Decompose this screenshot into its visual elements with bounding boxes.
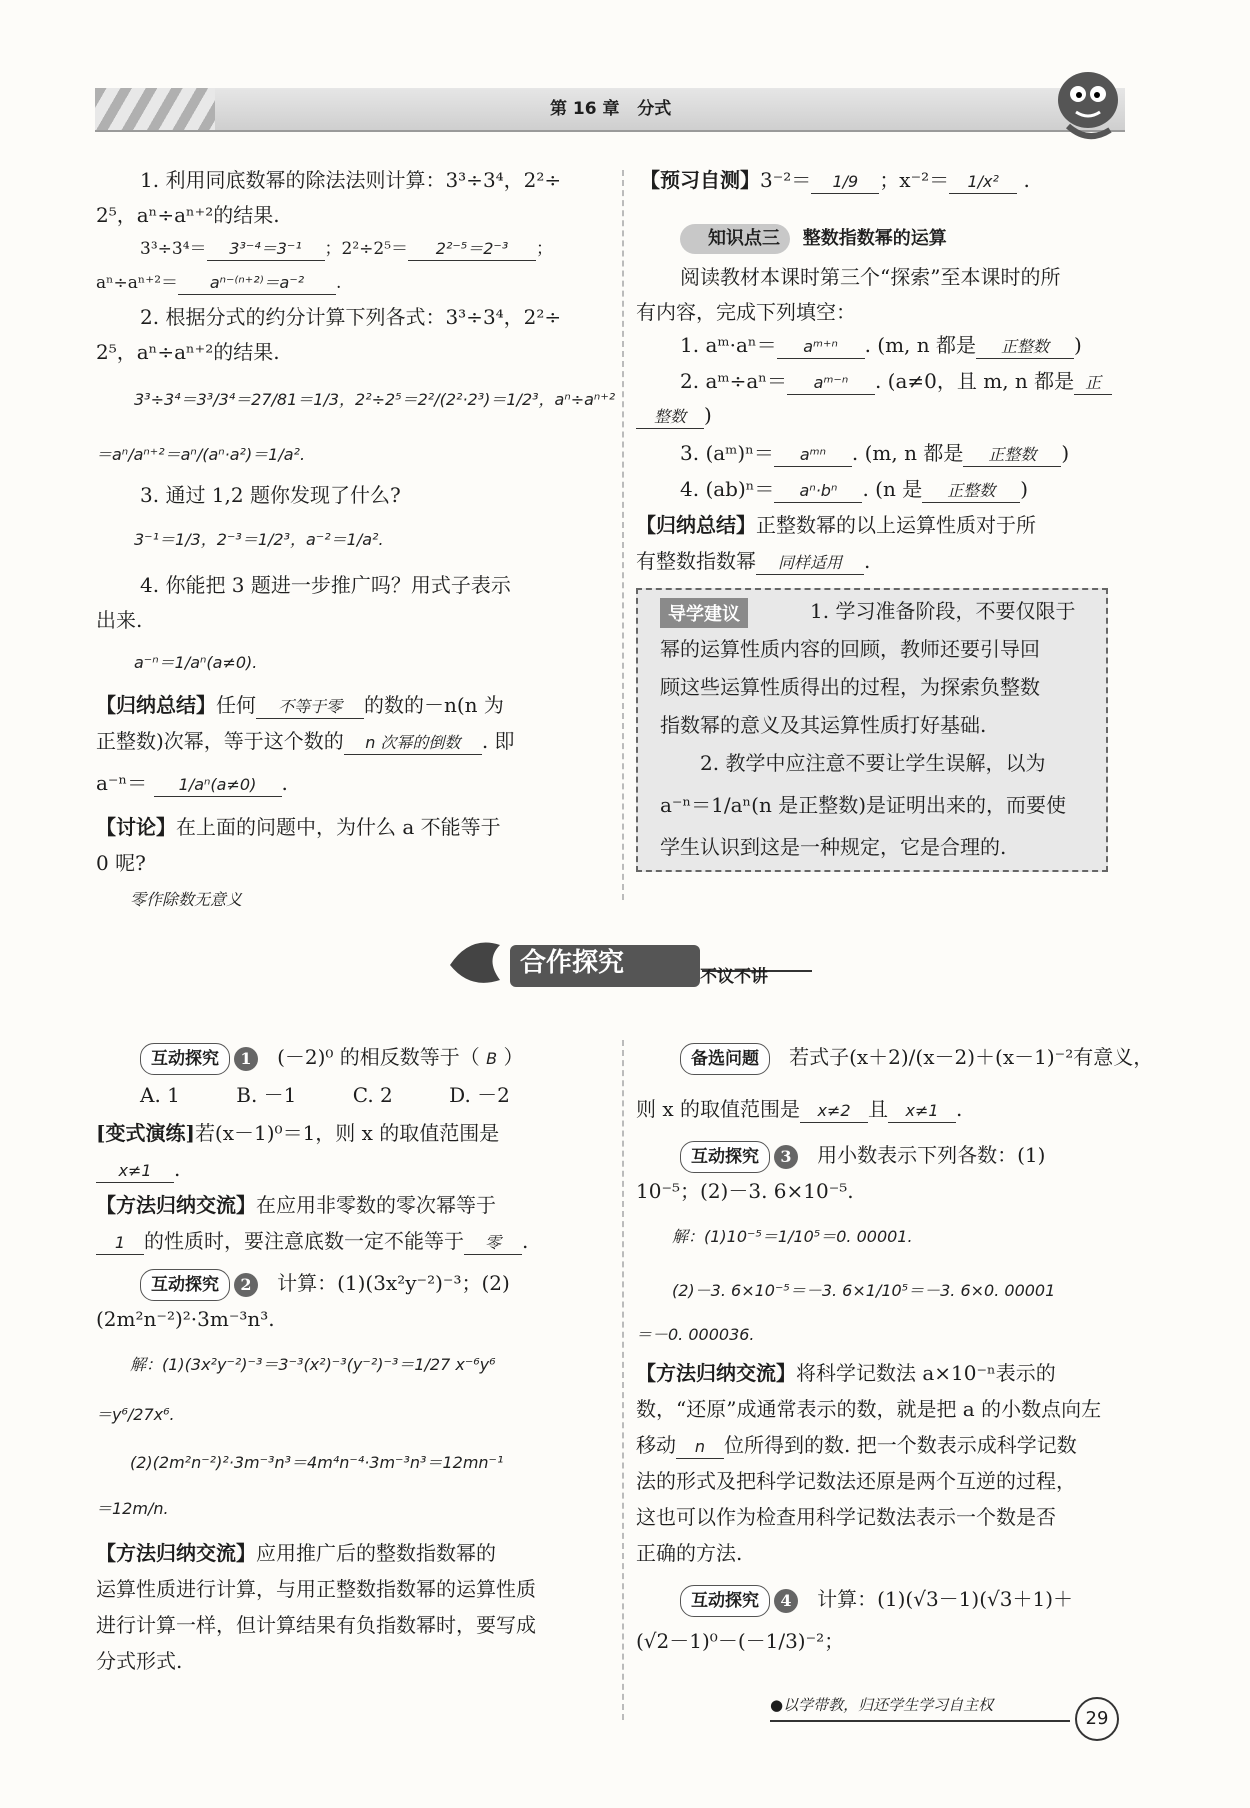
exercise2-question2: (2m²n⁻²)²·3m⁻³n³. [96, 1307, 275, 1331]
rule-2-cont [636, 400, 712, 430]
sum-line1 [636, 510, 1036, 540]
method3-text3a: 移动 [636, 1433, 676, 1457]
read-text1: 阅读教材本课时第三个“探索”至本课时的所 [680, 265, 1061, 289]
rule4-blank: aⁿ·bⁿ [774, 480, 862, 503]
guide-line5: 2. 教学中应注意不要让学生误解，以为 [700, 751, 1046, 775]
option-d: D. －2 [449, 1083, 510, 1107]
summary-text5: a⁻ⁿ＝ [96, 771, 148, 795]
option-c: C. 2 [352, 1083, 393, 1107]
method2-line1 [96, 1538, 496, 1568]
rule4-blank2: 正整数 [922, 480, 1020, 503]
discuss-tag: 【讨论】 [96, 815, 176, 839]
q1-ans1-label: 3³÷3⁴＝ [140, 239, 207, 259]
summary-text4: . 即 [481, 729, 515, 753]
exercise2-solution3: (2)(2m²n⁻²)²·3m⁻³n³＝4m⁴n⁻⁴·3m⁻³n³＝12mn⁻¹ [130, 1453, 504, 1472]
q2-work2: ＝aⁿ/aⁿ⁺²＝aⁿ/(aⁿ·a²)＝1/a². [96, 445, 306, 464]
rule2-close: ) [704, 403, 712, 427]
rule3-blank2: 正整数 [963, 444, 1061, 467]
exercise4-question: 计算：(1)(√3－1)(√3＋1)＋ [817, 1587, 1074, 1611]
banner-subtitle: 不议不讲 [700, 967, 768, 987]
sum-line2 [636, 546, 870, 576]
exercise3-question: 用小数表示下列各数：(1) [817, 1143, 1046, 1167]
rule1-text2: . (m, n 都是 [864, 333, 976, 357]
q1-text: 1. 利用同底数幂的除法法则计算：3³÷3⁴，2²÷ [140, 168, 562, 192]
rule4-text2: . (n 是 [862, 477, 923, 501]
exercise2-solution1: 解：(1)(3x²y⁻²)⁻³＝3⁻³(x²)⁻³(y⁻²)⁻³＝1/27 x⁻⁶y⁶ [130, 1355, 496, 1374]
summary-tag: 【归纳总结】 [96, 693, 216, 717]
q1-ans3: aⁿ⁻⁽ⁿ⁺²⁾＝a⁻² [178, 272, 336, 295]
summary-blank1: 不等于零 [256, 696, 364, 719]
chapter-number: 第 16 章 [550, 99, 620, 119]
q1-ans2-label: ；2²÷2⁵＝ [324, 239, 409, 259]
alt-text1: 若式子(x＋2)/(x－2)＋(x－1)⁻²有意义， [789, 1045, 1154, 1069]
preview-line: 【预习自测】3⁻²＝ 1/9 ；x⁻²＝ 1/x² . [640, 168, 1030, 192]
mascot-icon [1048, 60, 1128, 145]
exercise2-label: 互动探究 [140, 1269, 230, 1301]
rule2-blank2a: 正 [1074, 372, 1112, 395]
exercise4-number: 4 [774, 1589, 798, 1613]
method1-line1 [96, 1190, 496, 1220]
guide-line6: a⁻ⁿ＝1/aⁿ(n 是正整数)是证明出来的，而要使 [660, 793, 1067, 817]
alt-label: 备选问题 [680, 1043, 770, 1075]
guide-title: 导学建议 [660, 598, 748, 628]
exercise3-solution2: (2)－3. 6×10⁻⁵＝－3. 6×1/10⁵＝－3. 6×0. 00001 [672, 1281, 1056, 1300]
exercise1-close: ） [503, 1045, 524, 1069]
q1-text2: 2⁵，aⁿ÷aⁿ⁺²的结果. [96, 203, 280, 227]
discuss-text1: 在上面的问题中，为什么 a 不能等于 [176, 815, 501, 839]
alt-blank1: x≠2 [800, 1100, 868, 1123]
method1-text2: 的性质时，要注意底数一定不能等于 [144, 1229, 464, 1253]
kp3-label: 知识点三 [680, 224, 790, 254]
guide-line3: 顾这些运算性质得出的过程，为探索负整数 [660, 675, 1040, 699]
banner-title: 合作探究 [520, 948, 625, 978]
method3-line2: 数，“还原”成通常表示的数，就是把 a 的小数点向左 [636, 1397, 1102, 1421]
rule3-text: 3. (aᵐ)ⁿ＝ [680, 441, 774, 465]
q1-ans1: 3³⁻⁴＝3⁻¹ [207, 238, 325, 261]
summary-line1 [96, 690, 504, 720]
variant-tag: [变式演练] [96, 1121, 195, 1145]
exercise3-question2: 10⁻⁵；(2)－3. 6×10⁻⁵. [636, 1179, 854, 1203]
rule4-text: 4. (ab)ⁿ＝ [680, 477, 775, 501]
sum-text3: . [864, 549, 871, 573]
rule3-blank: aᵐⁿ [774, 444, 852, 467]
summary-line3: a⁻ⁿ＝ 1/aⁿ(a≠0) . [96, 771, 288, 795]
guide-line4: 指数幂的意义及其运算性质打好基础. [660, 713, 987, 737]
q3-answer: 3⁻¹＝1/3，2⁻³＝1/2³，a⁻²＝1/a². [134, 530, 384, 549]
q1-answers: 3³÷3⁴＝ 3³⁻⁴＝3⁻¹ ；2²÷2⁵＝ 2²⁻⁵＝2⁻³ ； [140, 239, 554, 259]
exercise2-solution4: ＝12m/n. [96, 1499, 169, 1518]
exercise1-number: 1 [234, 1047, 258, 1071]
method1-text1: 在应用非零数的零次幂等于 [256, 1193, 496, 1217]
guide-line7: 学生认识到这是一种规定，它是合理的. [660, 835, 1007, 859]
rule1-text: 1. aᵐ·aⁿ＝ [680, 333, 777, 357]
rule1-blank2: 正整数 [976, 336, 1074, 359]
rule1-close: ) [1074, 333, 1082, 357]
summary-line2 [96, 726, 515, 756]
summary-blank2: n 次幂的倒数 [344, 732, 482, 755]
exercise2-number: 2 [234, 1273, 258, 1297]
exercise1-label: 互动探究 [140, 1043, 230, 1075]
method3-line5: 这也可以作为检查用科学记数法表示一个数是否 [636, 1505, 1056, 1529]
method3-text3b: 位所得到的数. 把一个数表示成科学记数 [724, 1433, 1077, 1457]
exercise1-question: (－2)⁰ 的相反数等于（ [277, 1045, 480, 1069]
method3-text1: 将科学记数法 a×10⁻ⁿ表示的 [796, 1361, 1056, 1385]
rule3-close: ) [1061, 441, 1070, 465]
preview-blank2: 1/x² [949, 171, 1017, 194]
exercise2-solution2: ＝y⁶/27x⁶. [96, 1405, 175, 1424]
preview-text2: ；x⁻²＝ [879, 168, 950, 192]
q2-text: 2. 根据分式的约分计算下列各式：3³÷3⁴，2²÷ [140, 305, 562, 329]
method1-blank2: 零 [464, 1232, 522, 1255]
exercise3-label: 互动探究 [680, 1141, 770, 1173]
method1-tag: 【方法归纳交流】 [96, 1193, 256, 1217]
method1-line2 [96, 1226, 528, 1256]
exercise3 [680, 1140, 1045, 1173]
chapter-label [550, 94, 671, 124]
rule-4 [680, 474, 1028, 504]
method2-tag: 【方法归纳交流】 [96, 1541, 256, 1565]
exercise1-answer: B [486, 1049, 498, 1068]
kp3-heading [680, 222, 947, 254]
summary-blank3: 1/aⁿ(a≠0) [154, 774, 282, 797]
exercise2-question: 计算：(1)(3x²y⁻²)⁻³；(2) [277, 1271, 510, 1295]
sum-text2: 有整数指数幂 [636, 549, 756, 573]
kp3-title: 整数指数幂的运算 [802, 228, 947, 249]
method3-line3 [636, 1430, 1077, 1460]
alt-line2 [636, 1094, 962, 1124]
variant-blank: x≠1 [96, 1160, 174, 1183]
rule2-text: 2. aᵐ÷aⁿ＝ [680, 369, 787, 393]
alt-text3: 且 [868, 1097, 888, 1121]
footer-motto: ●以学带教，归还学生学习自主权 [770, 1696, 994, 1714]
rule-3 [680, 438, 1069, 468]
discuss-line2: 0 呢? [96, 851, 146, 875]
q4-answer: a⁻ⁿ＝1/aⁿ(a≠0). [134, 653, 258, 672]
q4-text: 4. 你能把 3 题进一步推广吗？用式子表示 [140, 573, 511, 597]
exercise4-question2: (√2－1)⁰－(－1/3)⁻²； [636, 1629, 845, 1653]
method3-tag: 【方法归纳交流】 [636, 1361, 796, 1385]
summary-text1: 任何 [216, 693, 256, 717]
exercise1-options [140, 1080, 510, 1110]
rule-2 [680, 366, 1112, 396]
q1-answer3: aⁿ÷aⁿ⁺²＝ aⁿ⁻⁽ⁿ⁺²⁾＝a⁻² . [96, 273, 342, 293]
exercise4 [680, 1584, 1073, 1617]
guide-line2: 幂的运算性质内容的回顾，教师还要引导回 [660, 637, 1040, 661]
read-text2: 有内容，完成下列填空： [636, 300, 856, 324]
method1-end: . [522, 1229, 529, 1253]
preview-tag: 【预习自测】 [640, 168, 760, 192]
option-b: B. －1 [236, 1083, 297, 1107]
exercise2 [140, 1268, 510, 1301]
method2-line4: 分式形式. [96, 1649, 183, 1673]
method2-text1: 应用推广后的整数指数幂的 [256, 1541, 496, 1565]
rule2-text2: . (a≠0，且 m, n 都是 [874, 369, 1075, 393]
alt-text2: 则 x 的取值范围是 [636, 1097, 800, 1121]
sum-text1: 正整数幂的以上运算性质对于所 [756, 513, 1036, 537]
method3-line6: 正确的方法. [636, 1541, 743, 1565]
variant-end: . [174, 1157, 181, 1181]
method3-line1 [636, 1358, 1056, 1388]
rule-1 [680, 330, 1082, 360]
preview-text1: 3⁻²＝ [760, 168, 812, 192]
option-a: A. 1 [140, 1083, 180, 1107]
summary-text3: 正整数)次幂，等于这个数的 [96, 729, 344, 753]
alt-end: . [956, 1097, 963, 1121]
rule4-close: ) [1020, 477, 1029, 501]
method1-blank1: 1 [96, 1232, 144, 1255]
q3-text: 3. 通过 1,2 题你发现了什么? [140, 483, 401, 507]
variant-line2 [96, 1154, 180, 1184]
q2-text2: 2⁵，aⁿ÷aⁿ⁺²的结果. [96, 340, 280, 364]
exercise3-solution1: 解：(1)10⁻⁵＝1/10⁵＝0. 00001. [672, 1227, 913, 1246]
rule2-blank2b: 整数 [636, 406, 704, 429]
exercise1 [140, 1042, 524, 1075]
preview-blank1: 1/9 [811, 171, 879, 194]
column-divider-lower [622, 1040, 624, 1720]
summary-text2: 的数的－n(n 为 [364, 693, 504, 717]
alt-blank2: x≠1 [888, 1100, 956, 1123]
exercise4-label: 互动探究 [680, 1585, 770, 1617]
exercise3-number: 3 [774, 1145, 798, 1169]
q2-work1: 3³÷3⁴＝3³/3⁴＝27/81＝1/3，2²÷2⁵＝2²/(2²·2³)＝1/2³，aⁿ÷aⁿ⁺² [134, 390, 616, 409]
sum-tag: 【归纳总结】 [636, 513, 756, 537]
method3-blank: n [676, 1436, 724, 1459]
method2-line2: 运算性质进行计算，与用正整数指数幂的运算性质 [96, 1577, 536, 1601]
footer-line [770, 1720, 1070, 1722]
discuss-line1 [96, 812, 501, 842]
discuss-answer: 零作除数无意义 [130, 890, 243, 909]
rule3-text2: . (m, n 都是 [851, 441, 964, 465]
alt-line1 [680, 1042, 1153, 1075]
rule1-blank: aᵐ⁺ⁿ [777, 336, 865, 359]
exercise3-solution3: ＝－0. 000036. [636, 1325, 755, 1344]
column-divider [622, 170, 624, 900]
page-number: 29 [1075, 1697, 1119, 1741]
rule2-blank: aᵐ⁻ⁿ [787, 372, 875, 395]
variant-line1 [96, 1118, 499, 1148]
q4-text2: 出来. [96, 608, 143, 632]
header-stripes [95, 88, 215, 130]
guide-line1: 1. 学习准备阶段，不要仅限于 [810, 599, 1076, 623]
variant-text: 若(x－1)⁰＝1，则 x 的取值范围是 [194, 1121, 500, 1145]
method3-line4: 法的形式及把科学记数法还原是两个互逆的过程， [636, 1469, 1076, 1493]
sum-blank: 同样适用 [756, 552, 864, 575]
q1-ans2: 2²⁻⁵＝2⁻³ [408, 238, 536, 261]
q1-ans3-label: aⁿ÷aⁿ⁺²＝ [96, 273, 179, 293]
method2-line3: 进行计算一样，但计算结果有负指数幂时，要写成 [96, 1613, 536, 1637]
chapter-title: 分式 [637, 99, 672, 119]
